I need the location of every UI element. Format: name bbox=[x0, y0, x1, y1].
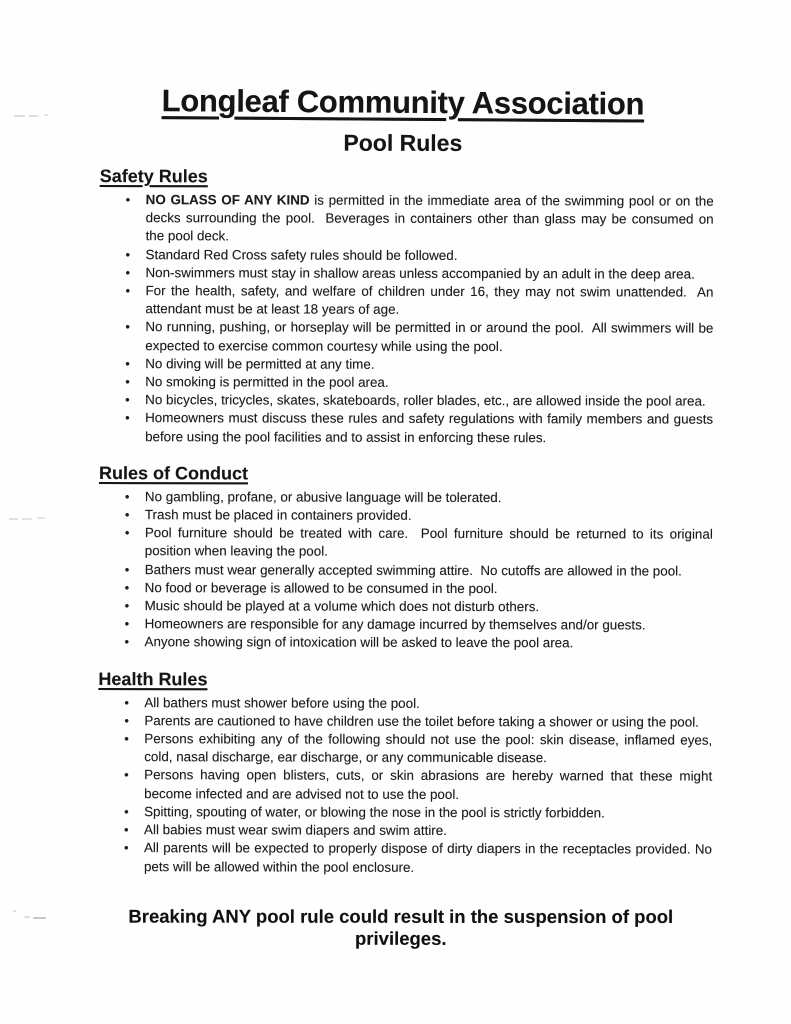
bullet-icon: • bbox=[124, 598, 130, 614]
page-title: Longleaf Community Association bbox=[161, 83, 645, 122]
rule-item bbox=[125, 373, 713, 393]
rule-text: No food or beverage is allowed to be consumed in the pool. bbox=[144, 579, 498, 596]
rule-text: No diving will be permitted at any time. bbox=[145, 355, 375, 372]
bullet-icon: • bbox=[124, 822, 129, 838]
rule-text: All parents will be expected to properly dispose of dirty diapers in the receptacles provided. No pets will be allowed within the pool enclosure. bbox=[143, 840, 716, 875]
rule-item bbox=[125, 597, 713, 617]
bullet-icon: • bbox=[124, 731, 129, 747]
bullet-icon: • bbox=[124, 488, 130, 504]
bullet-icon: • bbox=[125, 374, 130, 390]
page-subtitle: Pool Rules bbox=[343, 129, 463, 156]
rule-item bbox=[124, 767, 716, 805]
rule-bold-lead: NO GLASS OF ANY KIND bbox=[145, 192, 310, 208]
closing-statement: Breaking ANY pool rule could result in the suspension of pool privileges. bbox=[128, 905, 674, 949]
section-safety-rules bbox=[91, 166, 718, 447]
bullet-icon: • bbox=[125, 246, 131, 262]
bullet-icon: • bbox=[123, 840, 129, 856]
rule-list bbox=[91, 191, 718, 447]
section-heading-health-rules: Health Rules bbox=[98, 668, 208, 689]
document-content bbox=[90, 83, 718, 950]
scan-artifact bbox=[37, 517, 45, 519]
section-heading-rules-of-conduct: Rules of Conduct bbox=[98, 462, 249, 484]
bullet-icon: • bbox=[124, 525, 130, 541]
bullet-icon: • bbox=[124, 767, 129, 783]
bullet-icon: • bbox=[125, 264, 131, 280]
rule-item bbox=[125, 191, 718, 247]
rule-item bbox=[125, 391, 713, 411]
rule-item bbox=[124, 694, 712, 714]
rule-item bbox=[124, 803, 712, 823]
scan-artifact bbox=[9, 518, 18, 520]
rule-text: Persons having open blisters, cuts, or skin abrasions are hereby warned that these might become infected and are advised not to use the pool. bbox=[144, 767, 716, 802]
rule-item bbox=[124, 821, 712, 841]
rule-item bbox=[125, 282, 718, 320]
scan-artifact bbox=[33, 917, 46, 919]
rule-text: No running, pushing, or horseplay will be permitted in or around the pool. All swimmers will be expected to exercise common courtesy while using the pool. bbox=[145, 319, 718, 354]
bullet-icon: • bbox=[124, 579, 130, 595]
rule-list bbox=[90, 694, 717, 878]
rule-text: Parents are cautioned to have children use the toilet before taking a shower or using the pool. bbox=[144, 713, 699, 730]
rule-text: Pool furniture should be treated with care. Pool furniture should be returned to its original position when leaving the pool. bbox=[144, 525, 717, 560]
rule-list bbox=[91, 488, 717, 653]
bullet-icon: • bbox=[124, 712, 129, 728]
rule-item bbox=[125, 506, 713, 526]
section-health-rules bbox=[90, 668, 717, 878]
rule-rest: is permitted in the immediate area of the swimming pool or on the decks surrounding the pool. Beverages in containers other than glass may be consumed on the pool deck. bbox=[145, 192, 718, 244]
rule-text: Standard Red Cross safety rules should be followed. bbox=[145, 246, 458, 263]
rule-text: Spitting, spouting of water, or blowing the nose in the pool is strictly forbidden. bbox=[144, 804, 605, 821]
rule-item bbox=[124, 524, 717, 562]
rule-item bbox=[125, 488, 713, 508]
rule-text: No smoking is permitted in the pool area. bbox=[145, 374, 389, 390]
rule-item bbox=[125, 319, 718, 357]
scan-artifact bbox=[24, 916, 30, 918]
bullet-icon: • bbox=[124, 803, 129, 819]
rule-item bbox=[125, 410, 717, 448]
rule-text: For the health, safety, and welfare of children under 16, they may not swim unattended. An attendant must be at least 18 years of age. bbox=[145, 283, 718, 318]
rule-text: All babies must wear swim diapers and swim attire. bbox=[144, 822, 447, 839]
bullet-icon: • bbox=[124, 507, 130, 523]
rule-item bbox=[125, 615, 713, 635]
rule-item bbox=[124, 730, 717, 768]
rule-text: Music should be played at a volume which does not disturb others. bbox=[144, 598, 540, 615]
scan-artifact bbox=[44, 114, 48, 116]
rule-text: Homeowners must discuss these rules and safety regulations with family members and guests before using the pool facilities and to assist in enforcing these rules. bbox=[145, 410, 717, 445]
scan-artifact bbox=[14, 115, 25, 117]
bullet-icon: • bbox=[125, 319, 130, 335]
section-rules-of-conduct bbox=[91, 462, 717, 653]
rule-text: Bathers must wear generally accepted swimming attire. No cutoffs are allowed in the pool. bbox=[144, 561, 682, 579]
rule-text: All bathers must shower before using the pool. bbox=[144, 694, 420, 711]
bullet-icon: • bbox=[125, 410, 130, 426]
rule-text: Non-swimmers must stay in shallow areas unless accompanied by an adult in the deep area. bbox=[145, 264, 695, 282]
rule-text: Trash must be placed in containers provided. bbox=[144, 507, 412, 523]
bullet-icon: • bbox=[124, 561, 130, 577]
rule-item bbox=[124, 712, 712, 732]
scan-artifact bbox=[22, 518, 32, 520]
rule-item bbox=[125, 355, 713, 375]
rule-text: No bicycles, tricycles, skates, skateboards, roller blades, etc., are allowed inside the pool area. bbox=[145, 392, 706, 409]
rule-text: Homeowners are responsible for any damage incurred by themselves and/or guests. bbox=[144, 616, 646, 633]
bullet-icon: • bbox=[124, 616, 130, 632]
scan-artifact bbox=[13, 910, 16, 912]
bullet-icon: • bbox=[125, 192, 131, 208]
bullet-icon: • bbox=[124, 634, 130, 650]
rule-item bbox=[125, 264, 713, 284]
bullet-icon: • bbox=[125, 392, 130, 408]
rule-item bbox=[126, 246, 714, 266]
section-heading-safety-rules: Safety Rules bbox=[99, 166, 208, 187]
rule-item bbox=[125, 561, 713, 581]
rule-item bbox=[125, 634, 713, 654]
bullet-icon: • bbox=[125, 355, 130, 371]
bullet-icon: • bbox=[124, 694, 129, 710]
rule-item bbox=[123, 839, 716, 877]
rule-text bbox=[145, 191, 718, 247]
bullet-icon: • bbox=[125, 283, 131, 299]
rule-text: Anyone showing sign of intoxication will be asked to leave the pool area. bbox=[144, 634, 574, 651]
scan-artifact bbox=[29, 115, 38, 117]
rule-item bbox=[125, 579, 713, 599]
rule-text: Persons exhibiting any of the following should not use the pool: skin disease, inflamed eyes, cold, nasal discharge, ear discharge, or any communicable disease. bbox=[144, 731, 717, 766]
rule-text: No gambling, profane, or abusive language will be tolerated. bbox=[144, 488, 502, 505]
